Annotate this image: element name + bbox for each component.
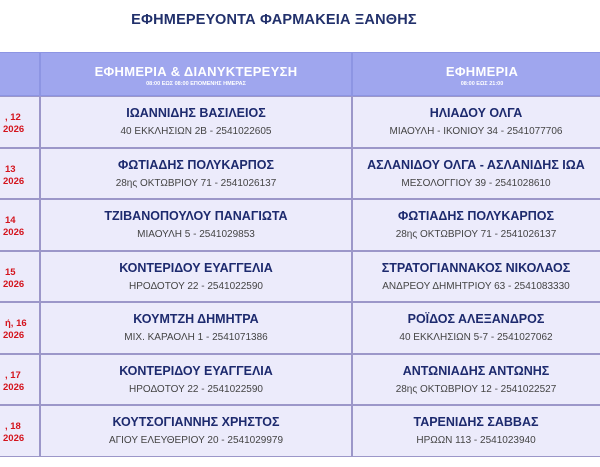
pharmacy-name: ΡΟΪΔΟΣ ΑΛΕΞΑΝΔΡΟΣ bbox=[407, 312, 545, 326]
date-year: 2026 bbox=[3, 227, 25, 238]
date-year: 2026 bbox=[3, 433, 25, 444]
pharmacy-name: ΦΩΤΙΑΔΗΣ ΠΟΛΥΚΑΡΠΟΣ bbox=[118, 158, 274, 172]
pharmacy-name: ΚΟΥΜΤΖΗ ΔΗΜΗΤΡΑ bbox=[133, 312, 259, 326]
day-duty-cell bbox=[352, 199, 600, 251]
day-duty-cell bbox=[352, 251, 600, 302]
day-duty-cell bbox=[352, 148, 600, 199]
pharmacy-address: ΑΝΔΡΕΟΥ ΔΗΜΗΤΡΙΟΥ 63 - 2541083330 bbox=[382, 281, 570, 292]
night-duty-cell bbox=[40, 405, 352, 457]
pharmacy-name: ΙΩΑΝΝΙΔΗΣ ΒΑΣΙΛΕΙΟΣ bbox=[126, 106, 266, 120]
header-day-duty-hours: 08:00 ΕΩΣ 21:00 bbox=[460, 81, 504, 87]
date-cell bbox=[0, 96, 40, 148]
pharmacy-name: ΑΝΤΩΝΙΑΔΗΣ ΑΝΤΩΝΗΣ bbox=[402, 364, 550, 378]
pharmacy-name: ΚΟΥΤΣΟΓΙΑΝΝΗΣ ΧΡΗΣΤΟΣ bbox=[112, 415, 280, 429]
pharmacy-address: ΗΡΩΩΝ 113 - 2541023940 bbox=[416, 435, 536, 446]
pharmacy-address: ΜΙΑΟΥΛΗ - ΙΚΟΝΙΟΥ 34 - 2541077706 bbox=[389, 126, 563, 137]
pharmacy-address: 28ης ΟΚΤΩΒΡΙΟΥ 71 - 2541026137 bbox=[115, 178, 277, 189]
header-night-duty-hours: 08:00 ΕΩΣ 08:00 ΕΠΟΜΕΝΗΣ ΗΜΕΡΑΣ bbox=[146, 81, 246, 87]
night-duty-cell bbox=[40, 96, 352, 148]
header-day-duty bbox=[352, 52, 600, 96]
pharmacy-name: ΚΟΝΤΕΡΙΔΟΥ ΕΥΑΓΓΕΛΙΑ bbox=[119, 364, 273, 378]
pharmacy-address: 40 ΕΚΚΛΗΣΙΩΝ 5-7 - 2541027062 bbox=[399, 332, 553, 343]
header-night-duty-title: ΕΦΗΜΕΡΙΑ & ΔΙΑΝΥΚΤΕΡΕΥΣΗ bbox=[94, 64, 298, 79]
pharmacy-name: ΤΖΙΒΑΝΟΠΟΥΛΟΥ ΠΑΝΑΓΙΩΤΑ bbox=[104, 209, 288, 223]
pharmacy-address: 28ης ΟΚΤΩΒΡΙΟΥ 71 - 2541026137 bbox=[395, 229, 557, 240]
pharmacy-name: ΤΑΡΕΝΙΔΗΣ ΣΑΒΒΑΣ bbox=[413, 415, 539, 429]
day-duty-cell bbox=[352, 96, 600, 148]
date-cell bbox=[0, 199, 40, 251]
pharmacy-address: ΗΡΟΔΟΤΟΥ 22 - 2541022590 bbox=[129, 384, 263, 395]
night-duty-cell bbox=[40, 148, 352, 199]
page-title: ΕΦΗΜΕΡΕΥΟΝΤΑ ΦΑΡΜΑΚΕΙΑ ΞΑΝΘΗΣ bbox=[131, 12, 417, 28]
night-duty-cell bbox=[40, 251, 352, 302]
date-year: 2026 bbox=[3, 124, 25, 135]
pharmacy-address: ΜΕΣΟΛΟΓΓΙΟΥ 39 - 2541028610 bbox=[401, 178, 551, 189]
date-line-1: , 12 bbox=[5, 112, 21, 123]
pharmacy-address: ΗΡΟΔΟΤΟΥ 22 - 2541022590 bbox=[129, 281, 263, 292]
pharmacy-address: 28ης ΟΚΤΩΒΡΙΟΥ 12 - 2541022527 bbox=[395, 384, 557, 395]
night-duty-cell bbox=[40, 199, 352, 251]
date-cell bbox=[0, 302, 40, 354]
date-cell bbox=[0, 354, 40, 405]
pharmacy-name: ΚΟΝΤΕΡΙΔΟΥ ΕΥΑΓΓΕΛΙΑ bbox=[119, 261, 273, 275]
date-line-1: 13 bbox=[5, 163, 16, 175]
night-duty-cell bbox=[40, 354, 352, 405]
date-cell bbox=[0, 148, 40, 199]
date-line-1: 15 bbox=[5, 266, 16, 278]
pharmacy-name: ΣΤΡΑΤΟΓΙΑΝΝΑΚΟΣ ΝΙΚΟΛΑΟΣ bbox=[381, 261, 571, 275]
table-header bbox=[0, 52, 600, 96]
header-date-cell bbox=[0, 52, 40, 96]
date-line-1: 14 bbox=[5, 215, 16, 226]
pharmacy-address: ΑΓΙΟΥ ΕΛΕΥΘΕΡΙΟΥ 20 - 2541029979 bbox=[108, 435, 284, 446]
header-night-duty bbox=[40, 52, 352, 96]
pharmacy-name: ΦΩΤΙΑΔΗΣ ΠΟΛΥΚΑΡΠΟΣ bbox=[398, 209, 554, 223]
day-duty-cell bbox=[352, 302, 600, 354]
pharmacy-address: ΜΙΑΟΥΛΗ 5 - 2541029853 bbox=[137, 229, 255, 240]
date-line-1: , 18 bbox=[5, 421, 21, 432]
day-duty-cell bbox=[352, 354, 600, 405]
header-day-duty-title: ΕΦΗΜΕΡΙΑ bbox=[445, 64, 519, 79]
pharmacy-address: ΜΙΧ. ΚΑΡΑΟΛΗ 1 - 2541071386 bbox=[124, 332, 268, 343]
pharmacy-name: ΗΛΙΑΔΟΥ ΟΛΓΑ bbox=[429, 106, 523, 120]
night-duty-cell bbox=[40, 302, 352, 354]
pharmacy-name: ΑΣΛΑΝΙΔΟΥ ΟΛΓΑ - ΑΣΛΑΝΙΔΗΣ ΙΩΑ bbox=[367, 158, 585, 172]
date-cell bbox=[0, 251, 40, 302]
date-year: 2026 bbox=[3, 381, 25, 393]
date-year: 2026 bbox=[3, 175, 25, 187]
date-year: 2026 bbox=[3, 278, 25, 290]
day-duty-cell bbox=[352, 405, 600, 457]
date-line-1: ή, 16 bbox=[5, 318, 27, 329]
pharmacy-address: 40 ΕΚΚΛΗΣΙΩΝ 2Β - 2541022605 bbox=[120, 126, 272, 137]
date-year: 2026 bbox=[3, 330, 25, 341]
date-cell bbox=[0, 405, 40, 457]
date-line-1: , 17 bbox=[5, 369, 21, 381]
